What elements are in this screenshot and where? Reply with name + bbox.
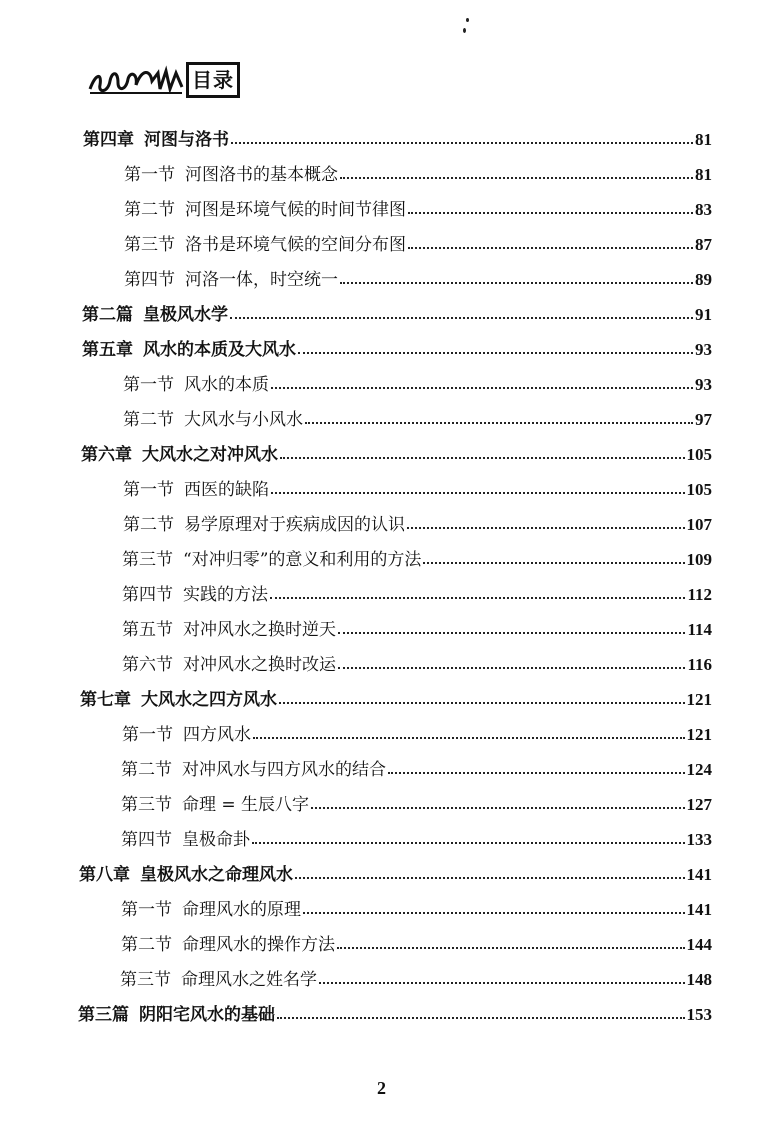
toc-entry-label [124, 160, 338, 185]
toc-entry-page: 87 [695, 235, 712, 254]
toc-section-entry [122, 645, 712, 675]
toc-entry-title: 对冲风水与四方风水的结合 [182, 760, 386, 780]
dot-leader [253, 736, 685, 739]
toc-entry-page: 141 [686, 900, 712, 919]
toc-entry-number: 第二篇 [82, 305, 133, 325]
dot-leader [305, 421, 693, 424]
toc-entry-page: 83 [695, 200, 712, 219]
toc-entry-title: 河洛一体，时空统一 [185, 270, 338, 290]
toc-chapter-entry [80, 680, 712, 710]
toc-entry-number: 第一节 [124, 165, 175, 185]
toc-entry-number: 第一节 [123, 480, 174, 500]
page-number: 2 [377, 1078, 386, 1098]
dot-leader [423, 561, 684, 564]
toc-entry-page: 93 [695, 375, 712, 394]
toc-entry-page: 107 [686, 515, 712, 534]
toc-entry-page: 148 [686, 970, 712, 989]
toc-entry-label [122, 545, 421, 570]
toc-section-entry [122, 540, 712, 570]
toc-entry-number: 第二节 [121, 760, 172, 780]
toc-entry-number: 第八章 [79, 865, 130, 885]
toc-entry-number: 第一节 [123, 375, 174, 395]
toc-entry-label [83, 125, 229, 150]
toc-entry-title: 皇极风水学 [143, 305, 228, 325]
toc-entry-title: 洛书是环境气候的空间分布图 [185, 235, 406, 255]
dot-leader [337, 946, 685, 949]
toc-entry-number: 第一节 [122, 725, 173, 745]
toc-entry-number: 第四节 [121, 830, 172, 850]
toc-entry-number: 第七章 [80, 690, 131, 710]
toc-section-entry [121, 890, 712, 920]
dot-leader [340, 281, 693, 284]
toc-entry-page: 127 [686, 795, 712, 814]
toc-section-entry [121, 785, 712, 815]
toc-entry-title: 四方风水 [183, 725, 251, 745]
toc-entry-title: 风水的本质 [184, 375, 269, 395]
toc-entry-label [121, 790, 309, 815]
toc-section-entry [121, 820, 712, 850]
toc-entry-page: 97 [695, 410, 712, 429]
toc-entry-number: 第三节 [122, 550, 173, 570]
toc-entry-number: 第四节 [124, 270, 175, 290]
toc-entry-label [120, 965, 317, 990]
toc-section-entry [121, 925, 712, 955]
scan-speck [466, 18, 469, 22]
toc-entry-page: 153 [686, 1005, 712, 1024]
toc-entry-title: 河图是环境气候的时间节律图 [185, 200, 406, 220]
toc-entry-title: 河图洛书的基本概念 [185, 165, 338, 185]
dot-leader [271, 386, 693, 389]
toc-section-entry [124, 155, 712, 185]
dot-leader [311, 806, 684, 809]
toc-entry-title: 命理风水之姓名学 [181, 970, 317, 990]
toc-entry-number: 第五节 [122, 620, 173, 640]
dot-leader [298, 351, 693, 354]
toc-chapter-entry [82, 295, 712, 325]
toc-entry-number: 第五章 [82, 340, 133, 360]
toc-section-entry [124, 260, 712, 290]
toc-entry-number: 第三篇 [78, 1005, 129, 1025]
toc-entry-label [121, 755, 386, 780]
toc-entry-page: 144 [686, 935, 712, 954]
toc-entry-page: 112 [687, 585, 712, 604]
decorative-swirl-icon [88, 63, 184, 97]
toc-entry-page: 89 [695, 270, 712, 289]
dot-leader [277, 1016, 685, 1019]
toc-entry-number: 第二节 [123, 515, 174, 535]
toc-section-entry [120, 960, 712, 990]
dot-leader [338, 666, 685, 669]
dot-leader [280, 456, 685, 459]
dot-leader [408, 246, 693, 249]
toc-entry-title: 实践的方法 [183, 585, 268, 605]
toc-section-entry [123, 400, 712, 430]
toc-entry-number: 第一节 [121, 900, 172, 920]
toc-section-entry [123, 505, 712, 535]
dot-leader [388, 771, 685, 774]
toc-entry-label [123, 510, 405, 535]
toc-entry-title: 对冲风水之换时逆天 [183, 620, 336, 640]
toc-entry-label [81, 440, 278, 465]
dot-leader [338, 631, 685, 634]
dot-leader [340, 176, 693, 179]
toc-chapter-entry [78, 995, 712, 1025]
toc-entry-number: 第三节 [120, 970, 171, 990]
toc-entry-page: 121 [686, 725, 712, 744]
toc-entry-page: 121 [686, 690, 712, 709]
toc-entry-number: 第二节 [123, 410, 174, 430]
toc-entry-number: 第三节 [121, 795, 172, 815]
toc-entry-label [122, 650, 336, 675]
toc-entry-title: 大风水之对冲风水 [142, 445, 278, 465]
dot-leader [270, 596, 685, 599]
toc-section-entry [124, 225, 712, 255]
toc-entry-page: 141 [686, 865, 712, 884]
toc-entry-label [124, 265, 338, 290]
dot-leader [319, 981, 685, 984]
toc-entry-title: 西医的缺陷 [184, 480, 269, 500]
dot-leader [252, 841, 685, 844]
toc-title: 目录 [186, 62, 240, 98]
toc-entry-page: 116 [687, 655, 712, 674]
toc-entry-label [121, 895, 301, 920]
dot-leader [271, 491, 685, 494]
toc-entry-label [82, 335, 296, 360]
dot-leader [295, 876, 685, 879]
toc-entry-number: 第二节 [124, 200, 175, 220]
toc-entry-title: 对冲风水之换时改运 [183, 655, 336, 675]
toc-entry-label [78, 1000, 275, 1025]
toc-entry-title: 大风水与小风水 [184, 410, 303, 430]
toc-section-entry [122, 575, 712, 605]
toc-chapter-entry [79, 855, 712, 885]
toc-entry-page: 109 [686, 550, 712, 569]
toc-entry-number: 第四章 [83, 130, 134, 150]
toc-section-entry [123, 470, 712, 500]
toc-entry-page: 124 [686, 760, 712, 779]
toc-entry-title: 河图与洛书 [144, 130, 229, 150]
toc-entry-page: 133 [686, 830, 712, 849]
toc-entry-label [124, 195, 406, 220]
toc-section-entry [124, 190, 712, 220]
toc-entry-number: 第二节 [121, 935, 172, 955]
toc-entry-page: 81 [695, 165, 712, 184]
toc-section-entry [121, 750, 712, 780]
toc-entry-label [80, 685, 277, 710]
toc-entry-title: 命理风水的操作方法 [182, 935, 335, 955]
dot-leader [407, 526, 685, 529]
toc-entry-number: 第六章 [81, 445, 132, 465]
dot-leader [303, 911, 685, 914]
dot-leader [231, 141, 693, 144]
toc-section-entry [123, 365, 712, 395]
toc-entry-label [124, 230, 406, 255]
toc-chapter-entry [83, 120, 712, 150]
toc-entry-title: 皇极风水之命理风水 [140, 865, 293, 885]
toc-section-entry [122, 715, 712, 745]
toc-entry-title: 阴阳宅风水的基础 [139, 1005, 275, 1025]
toc-entry-page: 93 [695, 340, 712, 359]
toc-entry-label [121, 930, 335, 955]
toc-entry-label [123, 405, 303, 430]
toc-entry-number: 第六节 [122, 655, 173, 675]
toc-entry-title: 皇极命卦 [182, 830, 250, 850]
toc-entry-title: 风水的本质及大风水 [143, 340, 296, 360]
toc-chapter-entry [82, 330, 712, 360]
dot-leader [279, 701, 685, 704]
dot-leader [230, 316, 693, 319]
toc-entry-label [123, 475, 269, 500]
toc-entry-title: 命理风水的原理 [182, 900, 301, 920]
toc-entry-label [122, 580, 268, 605]
toc-entry-label [121, 825, 250, 850]
scan-speck [463, 28, 466, 33]
toc-entry-number: 第四节 [122, 585, 173, 605]
toc-entry-title: “对冲归零”的意义和利用的方法 [183, 550, 422, 570]
toc-chapter-entry [81, 435, 712, 465]
toc-entry-title: 命理 = 生辰八字 [182, 795, 310, 815]
dot-leader [408, 211, 693, 214]
toc-entry-page: 105 [686, 445, 712, 464]
toc-entry-page: 91 [695, 305, 712, 324]
toc-entry-label [122, 615, 336, 640]
toc-entry-label [79, 860, 293, 885]
toc-header [88, 60, 240, 100]
toc-section-entry [122, 610, 712, 640]
toc-entry-page: 114 [687, 620, 712, 639]
toc-entry-title: 大风水之四方风水 [141, 690, 277, 710]
toc-entry-label [122, 720, 251, 745]
toc-entry-page: 81 [695, 130, 712, 149]
toc-entry-label [123, 370, 269, 395]
toc-entry-label [82, 300, 228, 325]
toc-entry-page: 105 [686, 480, 712, 499]
toc-entry-number: 第三节 [124, 235, 175, 255]
toc-entry-title: 易学原理对于疾病成因的认识 [184, 515, 405, 535]
